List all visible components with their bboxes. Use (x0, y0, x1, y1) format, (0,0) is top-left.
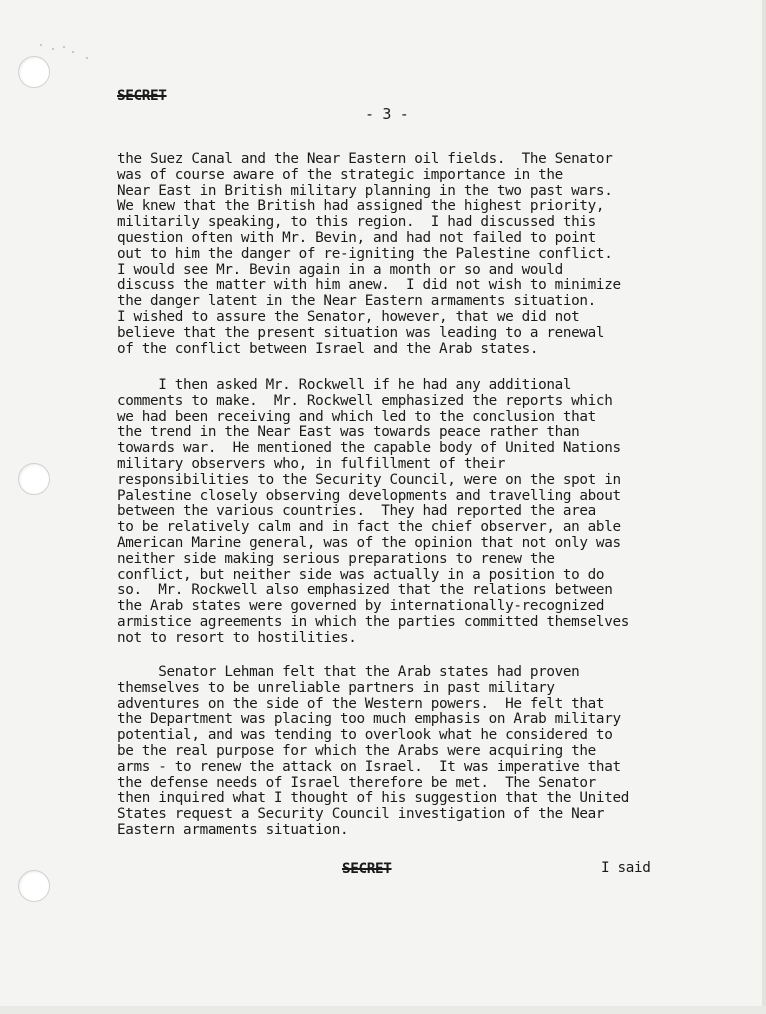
text-line: arms - to renew the attack on Israel. It was imperative that (117, 758, 621, 775)
text-line: the Suez Canal and the Near Eastern oil fields. The Senator (117, 151, 613, 167)
text-line: then inquired what I thought of his suggestion that the United (117, 790, 629, 807)
text-line: potential, and was tending to overlook what he considered to (117, 727, 613, 744)
text-line: towards war. He mentioned the capable body of United Nations (117, 440, 621, 457)
text-line: We knew that the British had assigned the highest priority, (117, 198, 605, 215)
paper-speck (52, 48, 54, 50)
paper-speck (86, 57, 88, 59)
text-line: States request a Security Council investigation of the Near (117, 806, 605, 823)
text-line: between the various countries. They had reported the area (117, 503, 596, 520)
text-line: of the conflict between Israel and the Arab states. (117, 340, 539, 357)
classification-marking-top: SECRET (117, 88, 167, 104)
text-line: be the real purpose for which the Arabs were acquiring the (117, 742, 596, 759)
paragraph-3 (117, 665, 629, 839)
text-line: American Marine general, was of the opinion that not only was (117, 534, 621, 551)
text-line: the Arab states were governed by internationally-recognized (117, 598, 605, 615)
text-line: conflict, but neither side was actually in a position to do (117, 566, 605, 583)
text-line: the danger latent in the Near Eastern armaments situation. (117, 293, 596, 310)
punch-hole-top (18, 56, 50, 88)
text-line: we had been receiving and which led to the conclusion that (117, 408, 596, 425)
page-edge-shadow (762, 0, 766, 1014)
text-line: Senator Lehman felt that the Arab states had proven (117, 664, 580, 680)
text-line: comments to make. Mr. Rockwell emphasized the reports which (117, 392, 613, 409)
page-number: - 3 - (365, 105, 409, 123)
text-line: I then asked Mr. Rockwell if he had any additional (117, 377, 572, 393)
text-line: themselves to be unreliable partners in past military (117, 679, 555, 696)
page-bottom-edge (0, 1006, 766, 1014)
text-line: question often with Mr. Bevin, and had not failed to point (117, 229, 596, 246)
text-line: out to him the danger of re-igniting the Palestine conflict. (117, 245, 613, 262)
text-line: not to resort to hostilities. (117, 629, 357, 646)
paragraph-2 (117, 378, 629, 647)
text-line: the Department was placing too much emphasis on Arab military (117, 711, 621, 728)
text-line: Palestine closely observing developments and travelling about (117, 487, 621, 504)
paper-speck (63, 46, 65, 48)
text-line: Eastern armaments situation. (117, 821, 349, 838)
text-line: the trend in the Near East was towards peace rather than (117, 424, 580, 441)
text-line: to be relatively calm and in fact the chief observer, an able (117, 519, 621, 536)
text-line: discuss the matter with him anew. I did not wish to minimize (117, 277, 621, 294)
text-line: responsibilities to the Security Council, were on the spot in (117, 471, 621, 488)
catchword: I said (601, 860, 651, 876)
text-line: neither side making serious preparations to renew the (117, 550, 555, 567)
text-line: militarily speaking, to this region. I had discussed this (117, 214, 596, 231)
punch-hole-middle (18, 463, 50, 495)
text-line: military observers who, in fulfillment of their (117, 455, 506, 472)
text-line: adventures on the side of the Western powers. He felt that (117, 695, 605, 712)
text-line: I wished to assure the Senator, however, that we did not (117, 308, 580, 325)
punch-hole-bottom (18, 870, 50, 902)
text-line: the defense needs of Israel therefore be met. The Senator (117, 774, 596, 791)
text-line: armistice agreements in which the parties committed themselves (117, 613, 629, 630)
text-line: was of course aware of the strategic importance in the (117, 166, 563, 183)
text-line: Near East in British military planning in the two past wars. (117, 182, 613, 199)
text-line: so. Mr. Rockwell also emphasized that the relations between (117, 582, 613, 599)
classification-marking-bottom: SECRET (342, 861, 392, 877)
paper-speck (40, 44, 42, 46)
paper-speck (72, 51, 74, 53)
text-line: I would see Mr. Bevin again in a month or so and would (117, 261, 563, 278)
text-line: believe that the present situation was leading to a renewal (117, 324, 605, 341)
paragraph-1 (117, 152, 621, 357)
